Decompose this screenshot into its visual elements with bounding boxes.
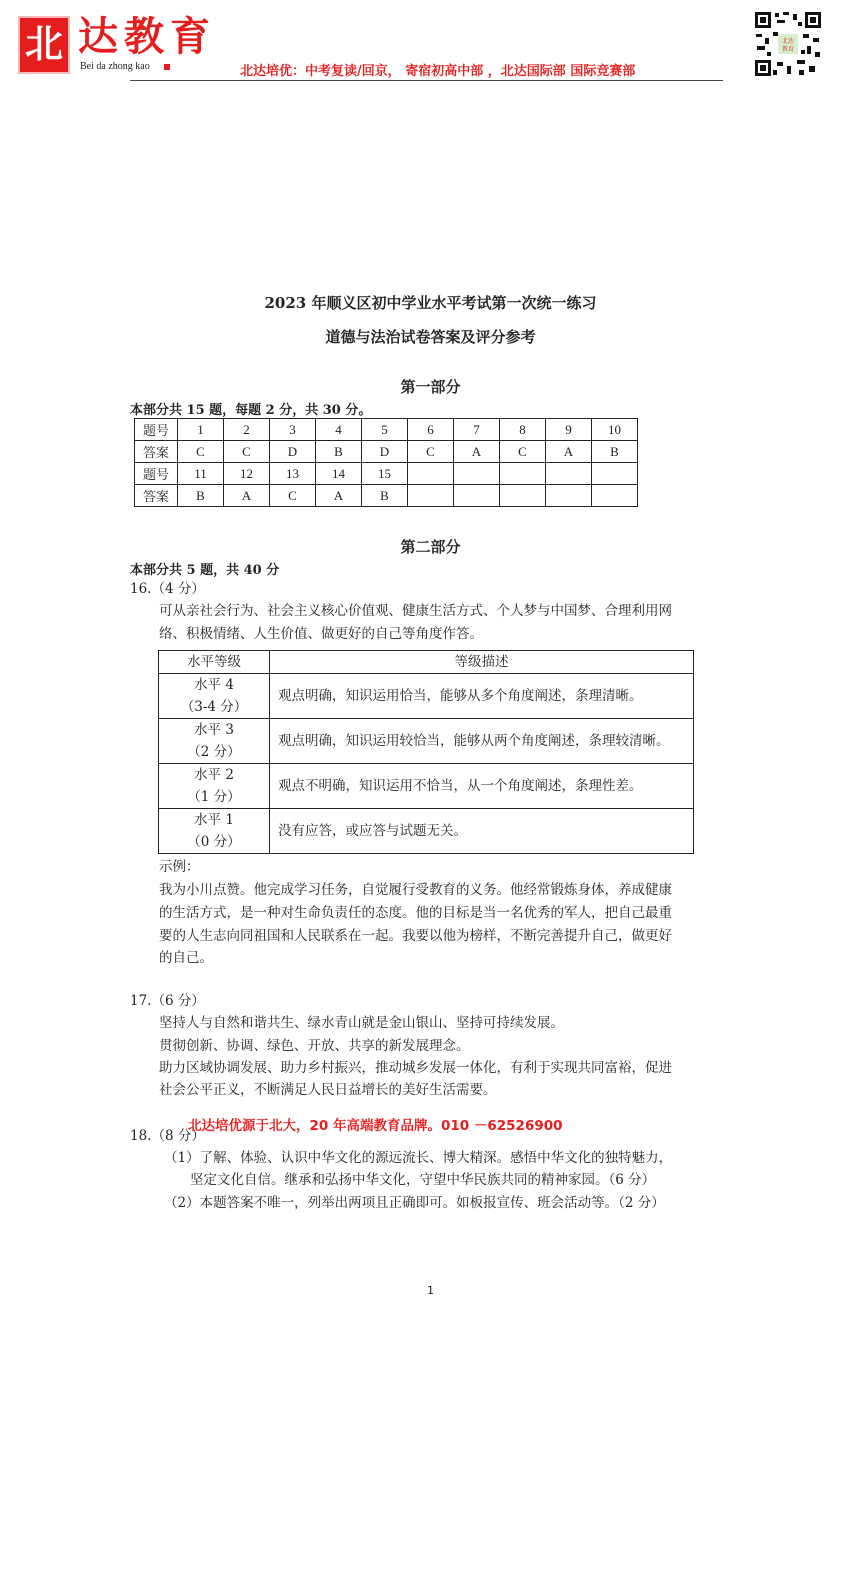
level-description: 观点明确，知识运用恰当，能够从多个角度阐述，条理清晰。 [270,674,694,719]
empty-cell [408,485,454,507]
level-score: （2 分） [187,744,241,760]
level-score: （3-4 分） [180,699,248,715]
answer-cell: C [178,441,224,463]
example-line: 要的人生志向同祖国和人民联系在一起。我要以他为榜样，不断完善提升自己，做更好 [159,928,672,944]
level-name: 水平 3 [194,722,234,738]
q18-label: 18.（8 分） [130,1128,205,1144]
table-row [159,719,694,764]
question-number: 7 [454,419,500,441]
answer-cell: B [316,441,362,463]
question-number: 4 [316,419,362,441]
question-number: 2 [224,419,270,441]
question-number: 10 [592,419,638,441]
table-row [135,463,638,485]
header-slogan: 北达培优：中考复读/回京， 寄宿初高中部 ，北达国际部 国际竞赛部 [240,64,636,79]
table-row [135,485,638,507]
question-number: 12 [224,463,270,485]
empty-cell [500,463,546,485]
example-label: 示例： [159,859,200,875]
logo-dot [164,64,170,70]
document-title: 2023 年顺义区初中学业水平考试第一次统一练习 [264,294,597,312]
column-header: 等级描述 [270,651,694,674]
question-number: 6 [408,419,454,441]
answer-cell: B [362,485,408,507]
row-label: 题号 [135,463,178,485]
answer-cell: C [224,441,270,463]
example-line: 的自己。 [159,950,213,966]
level-name: 水平 4 [194,677,234,693]
svg-text:北达: 北达 [781,38,795,45]
part1-title: 第一部分 [400,378,461,396]
table-row [135,419,638,441]
row-label: 题号 [135,419,178,441]
empty-cell [546,485,592,507]
column-header: 水平等级 [159,651,270,674]
q16-text-line: 可从亲社会行为、社会主义核心价值观、健康生活方式、个人梦与中国梦、合理利用网 [159,603,672,619]
empty-cell [592,463,638,485]
q17-text-line: 助力区域协调发展、助力乡村振兴，推动城乡发展一体化，有利于实现共同富裕，促进 [159,1060,672,1076]
question-number: 3 [270,419,316,441]
q17-label: 17.（6 分） [130,993,205,1009]
table-row [159,674,694,719]
level-cell [159,809,270,854]
question-number: 9 [546,419,592,441]
qr-code-icon [753,10,823,78]
example-line: 的生活方式，是一种对生命负责任的态度。他的目标是当一名优秀的军人，把自己最重 [159,905,672,921]
question-number: 14 [316,463,362,485]
answer-cell: D [270,441,316,463]
table-row [159,809,694,854]
q16-text-line: 络、积极情绪、人生价值、做更好的自己等角度作答。 [159,626,483,642]
answer-cell: B [592,441,638,463]
answer-cell: D [362,441,408,463]
table-row [135,441,638,463]
empty-cell [500,485,546,507]
part2-title: 第二部分 [400,538,461,556]
row-label: 答案 [135,485,178,507]
answer-table [134,418,638,507]
question-number: 5 [362,419,408,441]
level-name: 水平 1 [194,812,234,828]
level-cell [159,764,270,809]
answer-cell: A [224,485,270,507]
answer-cell: C [500,441,546,463]
level-score: （0 分） [187,834,241,850]
page-number: 1 [427,1284,434,1297]
table-header-row [159,651,694,674]
table-row [159,764,694,809]
answer-cell: A [316,485,362,507]
level-cell [159,674,270,719]
answer-cell: B [178,485,224,507]
promo-banner: 北达培优源于北大，20 年高端教育品牌。010 －62526900 [188,1118,563,1134]
empty-cell [408,463,454,485]
level-name: 水平 2 [194,767,234,783]
empty-cell [592,485,638,507]
q16-label: 16.（4 分） [130,581,205,597]
q18-text-line: （2）本题答案不唯一，列举出两项且正确即可。如板报宣传、班会活动等。（2 分） [164,1195,665,1211]
q17-text-line: 贯彻创新、协调、绿色、开放、共享的新发展理念。 [159,1038,470,1054]
level-score: （1 分） [187,789,241,805]
empty-cell [454,463,500,485]
question-number: 1 [178,419,224,441]
empty-cell [454,485,500,507]
level-description: 没有应答，或应答与试题无关。 [270,809,694,854]
level-description: 观点明确，知识运用较恰当，能够从两个角度阐述，条理较清晰。 [270,719,694,764]
document-subtitle: 道德与法治试卷答案及评分参考 [325,328,536,346]
q17-text-line: 社会公平正义，不断满足人民日益增长的美好生活需要。 [159,1082,497,1098]
question-number: 11 [178,463,224,485]
logo-mark: 北 [18,16,70,74]
q18-text-line: 坚定文化自信。继承和弘扬中华文化，守望中华民族共同的精神家园。（6 分） [190,1172,656,1188]
question-number: 8 [500,419,546,441]
empty-cell [546,463,592,485]
q17-text-line: 坚持人与自然和谐共生、绿水青山就是金山银山、坚持可持续发展。 [159,1015,564,1031]
scoring-level-table [158,650,694,854]
logo-text: 达教育 [78,13,216,60]
logo-subtitle: Bei da zhong kao [80,61,150,72]
answer-cell: A [546,441,592,463]
answer-cell: A [454,441,500,463]
level-description: 观点不明确，知识运用不恰当，从一个角度阐述，条理性差。 [270,764,694,809]
header-divider [130,80,723,81]
answer-cell: C [270,485,316,507]
svg-text:教育: 教育 [781,46,795,53]
q18-text-line: （1）了解、体验、认识中华文化的源远流长、博大精深。感悟中华文化的独特魅力， [164,1150,673,1166]
row-label: 答案 [135,441,178,463]
part1-note: 本部分共 15 题，每题 2 分，共 30 分。 [130,403,372,418]
level-cell [159,719,270,764]
question-number: 15 [362,463,408,485]
part2-note: 本部分共 5 题，共 40 分 [130,563,280,578]
example-line: 我为小川点赞。他完成学习任务，自觉履行受教育的义务。他经常锻炼身体，养成健康 [159,882,672,898]
answer-cell: C [408,441,454,463]
question-number: 13 [270,463,316,485]
